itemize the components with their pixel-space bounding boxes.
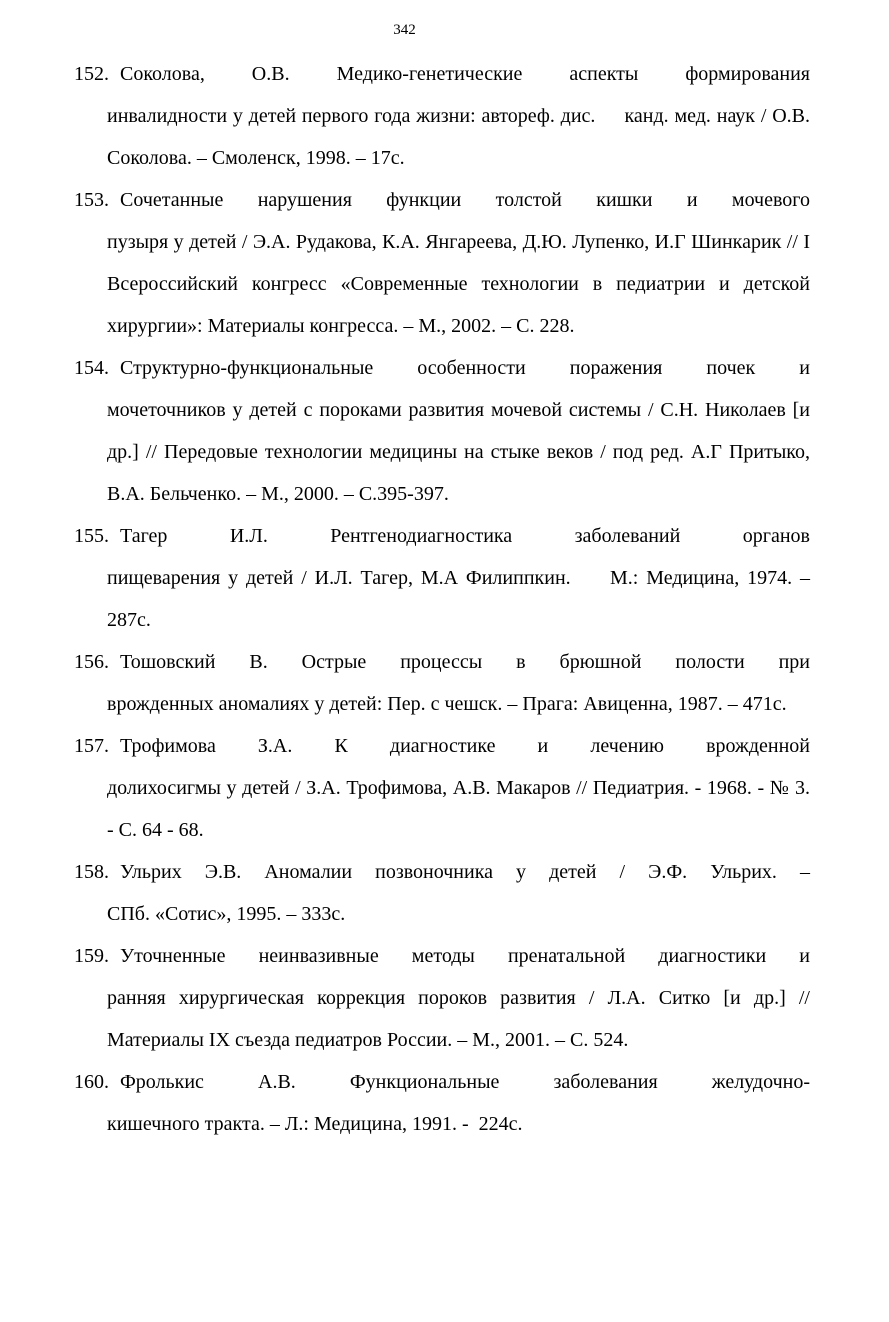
reference-first-line: Фролькис А.В. Функциональные заболевания желудочно- [120, 1071, 810, 1093]
reference-text: инвалидности у детей первого года жизни: автореф. дис. канд. мед. наук / О.В. Соколова. – Смоленск, 1998. – 17с. [107, 105, 810, 169]
reference-text: ранняя хирургическая коррекция пороков развития / Л.А. Ситко [и др.] // Материалы IX съезда педиатров России. – М., 2001. – С. 524. [107, 987, 810, 1051]
reference-item [74, 179, 810, 347]
reference-number: 160. [74, 1071, 109, 1093]
reference-first-line: Соколова, О.В. Медико-генетические аспекты формирования [120, 63, 810, 85]
reference-item [74, 53, 810, 179]
reference-number: 159. [74, 945, 109, 967]
reference-item [74, 515, 810, 641]
reference-first-line: Ульрих Э.В. Аномалии позвоночника у детей / Э.Ф. Ульрих. – [120, 861, 810, 883]
reference-first-line: Тошовский В. Острые процессы в брюшной полости при [120, 651, 810, 673]
reference-number: 154. [74, 357, 109, 379]
reference-number: 157. [74, 735, 109, 757]
reference-item [74, 1061, 810, 1145]
reference-text: кишечного тракта. – Л.: Медицина, 1991. - 224с. [107, 1113, 523, 1135]
reference-first-line: Уточненные неинвазивные методы пренатальной диагностики и [120, 945, 810, 967]
reference-first-line: Сочетанные нарушения функции толстой кишки и мочевого [120, 189, 810, 211]
page-number: 342 [393, 22, 416, 38]
reference-number: 158. [74, 861, 109, 883]
reference-item [74, 935, 810, 1061]
reference-item [74, 641, 810, 725]
reference-number: 152. [74, 63, 109, 85]
reference-item [74, 347, 810, 515]
reference-text: долихосигмы у детей / З.А. Трофимова, А.В. Макаров // Педиатрия. - 1968. - № 3. - С. 64 - 68. [107, 777, 810, 841]
reference-number: 156. [74, 651, 109, 673]
reference-text: врожденных аномалиях у детей: Пер. с чешск. – Прага: Авиценна, 1987. – 471с. [107, 693, 787, 715]
reference-text: мочеточников у детей с пороками развития мочевой системы / С.Н. Николаев [и др.] // Передовые технологии медицины на стыке веков / под ред. А.Г Притыко, В.А. Бельченко. – М., 2000. – С.395-397. [107, 399, 810, 505]
reference-first-line: Трофимова З.А. К диагностике и лечению врожденной [120, 735, 810, 757]
reference-item [74, 725, 810, 851]
reference-number: 155. [74, 525, 109, 547]
reference-item [74, 851, 810, 935]
reference-text: СПб. «Сотис», 1995. – 333с. [107, 903, 346, 925]
reference-text: пузыря у детей / Э.А. Рудакова, К.А. Янгареева, Д.Ю. Лупенко, И.Г Шинкарик // I Всероссийский конгресс «Современные технологии в педиатрии и детской хирургии»: Материалы конгресса. – М., 2002. – С. 228. [107, 231, 810, 337]
reference-list [74, 53, 810, 1145]
reference-text: пищеварения у детей / И.Л. Тагер, М.А Филиппкин. М.: Медицина, 1974. – 287с. [107, 567, 810, 631]
reference-first-line: Структурно-функциональные особенности поражения почек и [120, 357, 810, 379]
reference-first-line: Тагер И.Л. Рентгенодиагностика заболеваний органов [120, 525, 810, 547]
reference-number: 153. [74, 189, 109, 211]
